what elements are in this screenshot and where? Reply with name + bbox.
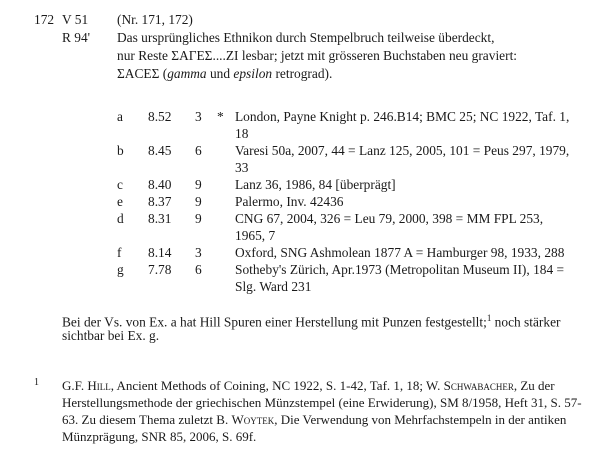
specimen-description <box>235 261 585 295</box>
specimen-letter: f <box>117 245 122 260</box>
specimen-description-line-2: 1965, 7 <box>235 228 276 243</box>
specimen-weight: 7.78 <box>148 262 172 277</box>
specimen-die-axis: 3 <box>195 109 202 124</box>
specimen-letter: e <box>117 194 123 209</box>
specimen-weight: 8.45 <box>148 143 172 158</box>
author-woytek: Woytek <box>231 412 275 427</box>
specimen-letter: d <box>117 211 124 226</box>
specimen-description <box>235 176 585 193</box>
specimen-description-line-2: 18 <box>235 126 249 141</box>
footnote-line-4: Münzprägung, SNR 85, 2006, S. 69f. <box>62 429 257 444</box>
description-retrograd: retrograd). <box>272 66 333 81</box>
specimen-description-line-1: Oxford, SNG Ashmolean 1877 A = Hamburger 98, 1933, 288 <box>235 245 565 260</box>
obverse-die: V 51 <box>62 12 89 27</box>
specimen-die-axis: 3 <box>195 245 202 260</box>
specimen-weight: 8.31 <box>148 211 172 226</box>
specimen-description-line-1: Varesi 50a, 2007, 44 = Lanz 125, 2005, 101 = Peus 297, 1979, <box>235 143 570 158</box>
specimen-description-line-1: Lanz 36, 1986, 84 [überprägt] <box>235 177 396 192</box>
specimen-description-line-1: London, Payne Knight p. 246.B14; BMC 25; NC 1922, Taf. 1, <box>235 109 570 124</box>
specimen-weight: 8.40 <box>148 177 172 192</box>
catalog-number: 172 <box>34 12 55 27</box>
cross-references: (Nr. 171, 172) <box>117 12 193 27</box>
specimen-die-axis: 6 <box>195 262 202 277</box>
footnote-text-1: , Ancient Methods of Coining, NC 1922, S. 1-42, Taf. 1, 18; W. <box>110 378 444 393</box>
footnote-text-4: , Die Verwendung von Mehrfachstempeln in der antiken <box>274 412 567 427</box>
footnote-line-1 <box>62 377 555 394</box>
author-initials: G.F. <box>62 378 88 393</box>
specimen-description-line-1: CNG 67, 2004, 326 = Leu 79, 2000, 398 = MM FPL 253, <box>235 211 544 226</box>
specimen-description-line-1: Sotheby's Zürich, Apr.1973 (Metropolitan Museum II), 184 = <box>235 262 565 277</box>
specimen-description-line-2: 33 <box>235 160 249 175</box>
footnote-text-2: , Zu der <box>513 378 555 393</box>
specimen-description <box>235 108 585 142</box>
specimen-letter: c <box>117 177 123 192</box>
reverse-die: R 94' <box>62 30 91 45</box>
author-schwabacher: Schwabacher <box>443 378 514 393</box>
specimen-marker: * <box>217 109 224 124</box>
description-epsilon: epsilon <box>233 66 273 81</box>
description-und: und <box>206 66 234 81</box>
specimen-die-axis: 6 <box>195 143 202 158</box>
specimen-description-line-1: Palermo, Inv. 42436 <box>235 194 344 209</box>
specimen-description <box>235 193 585 210</box>
note-line-2: sichtbar bei Ex. g. <box>62 328 160 343</box>
specimen-weight: 8.37 <box>148 194 172 209</box>
note-text-end: noch stärker <box>491 314 561 330</box>
footnote-line-2: Herstellungsmethode der griechischen Münzstempel (eine Erwiderung), SM 8/1958, Heft 31, S. 57- <box>62 395 582 410</box>
specimen-die-axis: 9 <box>195 177 202 192</box>
footnote-number: 1 <box>34 377 39 388</box>
specimen-letter: a <box>117 109 123 124</box>
specimen-description <box>235 210 585 244</box>
specimen-description <box>235 142 585 176</box>
specimen-weight: 8.52 <box>148 109 172 124</box>
footnote-ref: 1 <box>486 313 492 323</box>
description-line-3 <box>117 65 332 82</box>
specimen-die-axis: 9 <box>195 194 202 209</box>
author-hill: Hill <box>87 378 111 393</box>
specimen-letter: b <box>117 143 124 158</box>
description-greek: ΣΑCΕΣ ( <box>117 66 168 81</box>
specimen-die-axis: 9 <box>195 211 202 226</box>
specimen-letter: g <box>117 262 124 277</box>
note-text: Bei der Vs. von Ex. a hat Hill Spuren einer Herstellung mit Punzen festgestellt; <box>62 314 487 330</box>
specimen-description <box>235 244 585 261</box>
footnote-text-3: 63. Zu diesem Thema zuletzt B. <box>62 412 232 427</box>
description-gamma: gamma <box>167 66 207 81</box>
description-line-1: Das ursprüngliches Ethnikon durch Stempelbruch teilweise überdeckt, <box>117 30 495 45</box>
specimen-description-line-2: Slg. Ward 231 <box>235 279 312 294</box>
specimen-weight: 8.14 <box>148 245 172 260</box>
description-line-2: nur Reste ΣΑΓΕΣ....ZI lesbar; jetzt mit grösseren Buchstaben neu graviert: <box>117 48 518 63</box>
footnote-line-3 <box>62 411 566 428</box>
